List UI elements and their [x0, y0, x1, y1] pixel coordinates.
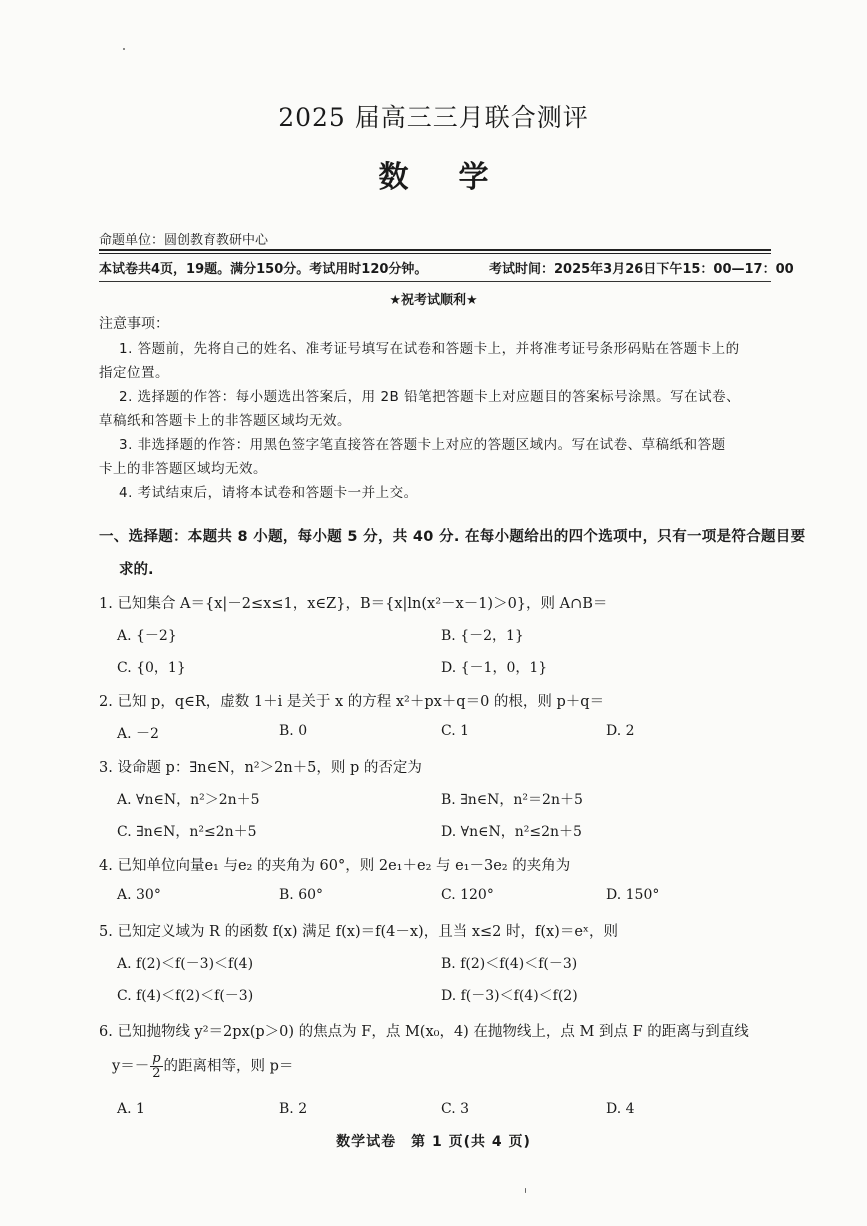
question-2-option-a: A. －2 [117, 726, 159, 742]
question-3-option-c: C. ∃n∈N，n²≤2n＋5 [117, 824, 257, 840]
exam-info: 本试卷共4页，19题。满分150分。考试用时120分钟。 [99, 262, 428, 277]
question-2-option-b: B. 0 [279, 723, 308, 739]
question-2-option-d: D. 2 [606, 723, 635, 739]
scan-speck [525, 1188, 526, 1193]
question-6-stem-line2 [112, 1052, 293, 1081]
notice-line: 4. 考试结束后，请将本试卷和答题卡一并上交。 [119, 485, 418, 501]
notice-line: 1. 答题前，先将自己的姓名、准考证号填写在试卷和答题卡上，并将准考证号条形码贴在答题卡上的 [119, 341, 740, 357]
question-6-option-c: C. 3 [441, 1101, 470, 1117]
page-footer: 数学试卷 第 1 页(共 4 页) [336, 1134, 531, 1150]
question-4-option-d: D. 150° [606, 887, 660, 903]
fraction-numerator: p [152, 1051, 161, 1066]
exam-title: 2025 届高三三月联合测评 [278, 103, 589, 132]
question-1-stem: 1. 已知集合 A＝{x|－2≤x≤1，x∈Z}，B＝{x|ln(x²－x－1)＞0}，则 A∩B＝ [99, 596, 608, 612]
question-3-option-d: D. ∀n∈N，n²≤2n＋5 [441, 824, 582, 840]
question-1-option-a: A. {－2} [117, 628, 177, 644]
question-4-option-c: C. 120° [441, 887, 494, 903]
fraction-denominator: 2 [152, 1066, 161, 1081]
question-3-option-b: B. ∃n∈N，n²＝2n＋5 [441, 792, 583, 808]
notice-line: 3. 非选择题的作答：用黑色签字笔直接答在答题卡上对应的答题区域内。写在试卷、草稿纸和答题 [119, 437, 726, 453]
question-3-stem: 3. 设命题 p：∃n∈N，n²＞2n＋5，则 p 的否定为 [99, 760, 422, 776]
question-2-option-c: C. 1 [441, 723, 470, 739]
question-1-option-b: B. {－2，1} [441, 628, 524, 644]
section-heading-cont: 求的. [119, 562, 154, 578]
fraction-p-over-2 [150, 1052, 162, 1081]
question-6-option-b: B. 2 [279, 1101, 308, 1117]
question-6-option-a: A. 1 [117, 1101, 145, 1117]
question-3-option-a: A. ∀n∈N，n²＞2n＋5 [117, 792, 260, 808]
author-unit: 命题单位：圆创教育教研中心 [99, 233, 269, 248]
notice-line: 2. 选择题的作答：每小题选出答案后，用 2B 铅笔把答题卡上对应题目的答案标号涂黑。写在试卷、 [119, 389, 741, 405]
notice-line: 草稿纸和答题卡上的非答题区域均无效。 [99, 413, 351, 429]
question-4-option-b: B. 60° [279, 887, 324, 903]
question-5-option-a: A. f(2)＜f(－3)＜f(4) [117, 956, 254, 972]
subject-title: 数学 [378, 160, 539, 195]
notice-line: 指定位置。 [99, 365, 169, 381]
question-5-option-b: B. f(2)＜f(4)＜f(－3) [441, 956, 578, 972]
question-6-option-d: D. 4 [606, 1101, 635, 1117]
question-2-stem: 2. 已知 p，q∈R，虚数 1＋i 是关于 x 的方程 x²＋px＋q＝0 的根，则 p＋q＝ [99, 694, 605, 710]
question-4-option-a: A. 30° [117, 887, 161, 903]
exam-time: 考试时间：2025年3月26日下午15：00—17：00 [489, 262, 794, 277]
divider-thin [99, 253, 771, 254]
good-luck-banner: ★祝考试顺利★ [389, 293, 478, 308]
notice-line: 卡上的非答题区域均无效。 [99, 461, 267, 477]
question-4-stem: 4. 已知单位向量e₁ 与e₂ 的夹角为 60°，则 2e₁＋e₂ 与 e₁－3e₂ 的夹角为 [99, 858, 571, 874]
divider-thick [99, 249, 771, 251]
question-5-stem: 5. 已知定义域为 R 的函数 f(x) 满足 f(x)＝f(4－x)，且当 x≤2 时，f(x)＝eˣ，则 [99, 924, 619, 940]
question-6-stem-prefix: y＝－ [112, 1058, 150, 1075]
notice-heading: 注意事项： [99, 316, 169, 332]
question-6-stem-suffix: 的距离相等，则 p＝ [163, 1058, 294, 1075]
question-1-option-c: C. {0，1} [117, 660, 186, 676]
question-1-option-d: D. {－1，0，1} [441, 660, 548, 676]
question-6-stem: 6. 已知抛物线 y²＝2px(p＞0) 的焦点为 F，点 M(x₀，4) 在抛物线上，点 M 到点 F 的距离与到直线 [99, 1024, 749, 1040]
divider-info [99, 281, 771, 282]
section-heading: 一、选择题：本题共 8 小题，每小题 5 分，共 40 分. 在每小题给出的四个选项中，只有一项是符合题目要 [99, 529, 806, 545]
scan-speck [123, 48, 125, 50]
question-5-option-d: D. f(－3)＜f(4)＜f(2) [441, 988, 578, 1004]
question-5-option-c: C. f(4)＜f(2)＜f(－3) [117, 988, 254, 1004]
